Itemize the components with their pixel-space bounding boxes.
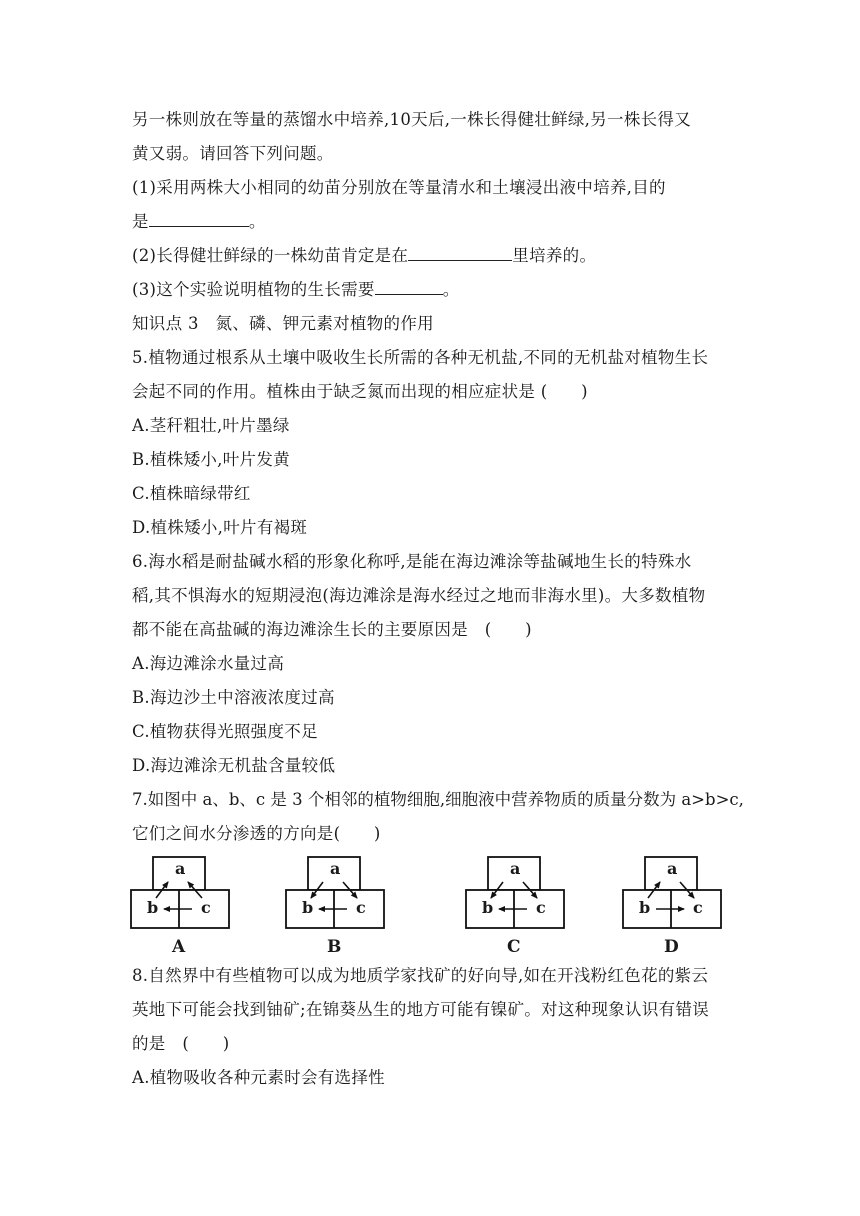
- diagram-option-c: [465, 850, 575, 960]
- question-2-line: [132, 244, 596, 268]
- text-fragment: 。: [442, 280, 460, 299]
- question-3-line: [132, 278, 460, 302]
- answer-blank[interactable]: [408, 244, 512, 261]
- text-line: (1)采用两株大小相同的幼苗分别放在等量清水和土壤浸出液中培养,目的: [132, 178, 666, 197]
- choice-a: A.植物吸收各种元素时会有选择性: [132, 1068, 385, 1087]
- text-fragment: 。: [248, 212, 266, 231]
- question-stem: 5.植物通过根系从土壤中吸收生长所需的各种无机盐,不同的无机盐对植物生长: [132, 348, 709, 367]
- answer-blank[interactable]: [149, 210, 249, 227]
- option-label: B: [327, 937, 342, 957]
- diagram-option-b: [285, 850, 395, 960]
- choice-a: A.海边滩涂水量过高: [132, 654, 285, 673]
- choice-d: D.海边滩涂无机盐含量较低: [132, 756, 336, 775]
- text-fragment: (2)长得健壮鲜绿的一株幼苗肯定是在: [132, 246, 409, 265]
- question-stem: 都不能在高盐碱的海边滩涂生长的主要原因是 ( ): [132, 620, 532, 639]
- osmosis-figure: [0, 850, 860, 960]
- cell-label-c: c: [356, 898, 366, 917]
- section-heading: 知识点 3 氮、磷、钾元素对植物的作用: [132, 314, 434, 333]
- question-stem: 稻,其不惧海水的短期浸泡(海边滩涂是海水经过之地而非海水里)。大多数植物: [132, 586, 706, 605]
- question-stem: 英地下可能会找到铀矿;在锦葵丛生的地方可能有镍矿。对这种现象认识有错误: [132, 1000, 710, 1019]
- option-label: C: [507, 937, 521, 957]
- choice-c: C.植株暗绿带红: [132, 484, 251, 503]
- option-label: D: [664, 937, 679, 957]
- text-line: 另一株则放在等量的蒸馏水中培养,10天后,一株长得健壮鲜绿,另一株长得又: [132, 110, 692, 129]
- cell-label-b: b: [302, 898, 314, 917]
- text-fragment: 是: [132, 212, 149, 231]
- diagram-option-a: [130, 850, 240, 960]
- cell-label-a: a: [667, 859, 678, 878]
- cell-label-c: c: [693, 898, 703, 917]
- choice-b: B.海边沙土中溶液浓度过高: [132, 688, 335, 707]
- choice-b: B.植株矮小,叶片发黄: [132, 450, 290, 469]
- question-stem: 8.自然界中有些植物可以成为地质学家找矿的好向导,如在开浅粉红色花的紫云: [132, 966, 709, 985]
- text-fragment: (3)这个实验说明植物的生长需要: [132, 280, 375, 299]
- text-fragment: 里培养的。: [512, 246, 597, 265]
- question-stem: 6.海水稻是耐盐碱水稻的形象化称呼,是能在海边滩涂等盐碱地生长的特殊水: [132, 552, 692, 571]
- cell-label-a: a: [330, 859, 341, 878]
- cell-label-c: c: [536, 898, 546, 917]
- answer-blank[interactable]: [375, 278, 443, 295]
- choice-d: D.植株矮小,叶片有褐斑: [132, 518, 308, 537]
- choice-a: A.茎秆粗壮,叶片墨绿: [132, 416, 290, 435]
- cell-label-b: b: [147, 898, 159, 917]
- question-stem: 会起不同的作用。植株由于缺乏氮而出现的相应症状是 ( ): [132, 382, 588, 401]
- question-stem: 它们之间水分渗透的方向是( ): [132, 824, 381, 843]
- cell-label-b: b: [639, 898, 651, 917]
- question-1-line: [132, 210, 266, 234]
- cell-label-c: c: [201, 898, 211, 917]
- option-label: A: [172, 937, 186, 957]
- cell-label-a: a: [175, 859, 186, 878]
- cell-label-a: a: [510, 859, 521, 878]
- text-line: 黄又弱。请回答下列问题。: [132, 144, 334, 163]
- choice-c: C.植物获得光照强度不足: [132, 722, 318, 741]
- cell-label-b: b: [482, 898, 494, 917]
- diagram-option-d: [622, 850, 732, 960]
- question-stem: 的是 ( ): [132, 1034, 230, 1053]
- question-stem: 7.如图中 a、b、c 是 3 个相邻的植物细胞,细胞液中营养物质的质量分数为 a>b>c,: [132, 790, 744, 809]
